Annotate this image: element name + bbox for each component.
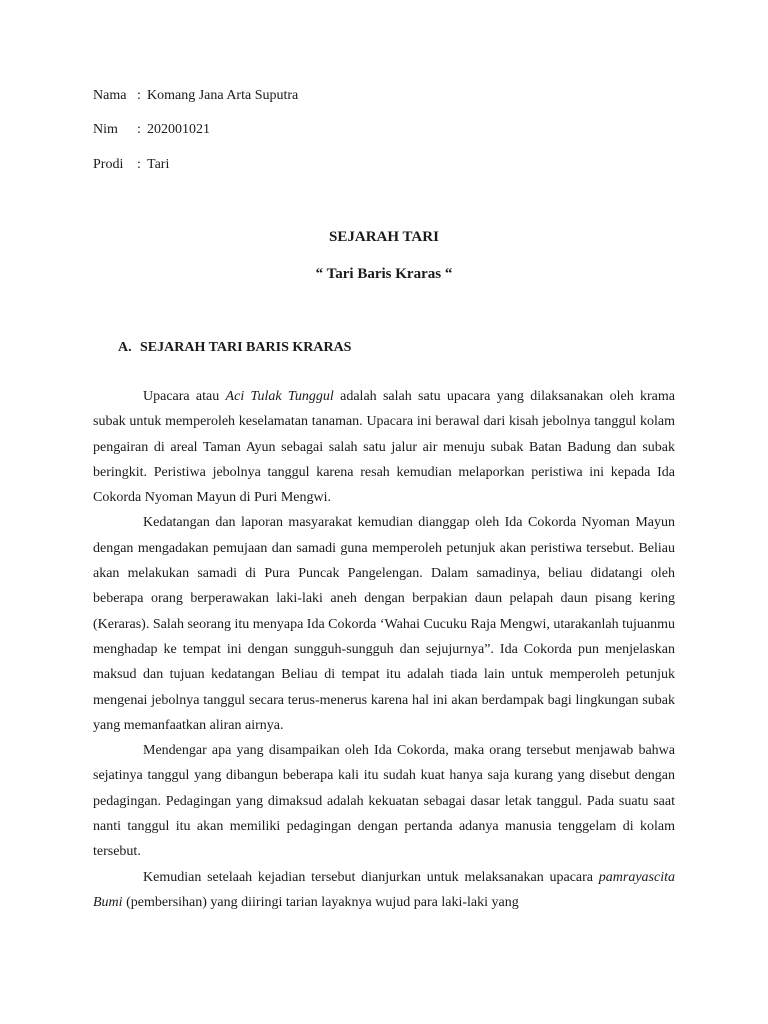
prodi-label: Prodi	[93, 157, 124, 172]
body-text	[93, 384, 675, 915]
prodi-field	[93, 155, 169, 175]
name-value: Komang Jana Arta Suputra	[147, 88, 299, 103]
paragraph-1-part-a: Upacara atau	[143, 389, 226, 404]
paragraph-4-part-a: Kemudian setelaah kejadian tersebut dianjurkan untuk melaksanakan upacara	[143, 869, 599, 885]
nim-separator: :	[137, 122, 141, 137]
prodi-value: Tari	[147, 157, 170, 172]
name-separator: :	[137, 88, 141, 103]
paragraph-1	[93, 384, 675, 510]
paragraph-1-part-c: adalah salah satu upacara yang dilaksanakan oleh krama subak untuk memperoleh keselamatan tanaman. Upacara ini berawal dari kisah jebolnya tanggul kolam pengairan di areal Taman Ayun sebagai salah satu jalur air menuju subak Batan Badung dan subak beringkit. Peristiwa jebolnya tanggul karena resah kemudian melaporkan peristiwa ini kepada Ida Cokorda Nyoman Mayun di Puri Mengwi.	[93, 389, 675, 506]
section-heading	[118, 340, 351, 356]
term-pamrayascita-bumi: pamrayascita Bumi	[93, 869, 675, 910]
prodi-separator: :	[137, 157, 141, 172]
paragraph-3: Mendengar apa yang disampaikan oleh Ida Cokorda, maka orang tersebut menjawab bahwa sejatinya tanggul yang dibangun beberapa kali itu sudah kuat hanya saja kurang yang disebut dengan pedagingan. Pedagingan yang dimaksud adalah kekuatan sebagai dasar letak tanggul. Pada suatu saat nanti tanggul itu akan memiliki pedagingan dengan pertanda adanya manusia tenggelam di kolam tersebut.	[93, 743, 675, 860]
document-title: SEJARAH TARI	[329, 229, 439, 245]
paragraph-2: Kedatangan dan laporan masyarakat kemudian dianggap oleh Ida Cokorda Nyoman Mayun dengan mengadakan pemujaan dan samadi guna memperoleh petunjuk akan peristiwa tersebut. Beliau akan melakukan samadi di Pura Puncak Pangelengan. Dalam samadinya, beliau didatangi oleh beberapa orang berperawakan laki-laki aneh dengan berpakian daun pelapah daun pisang kering (Keraras). Salah seorang itu menyapa Ida Cokorda ‘Wahai Cucuku Raja Mengwi, utarakanlah tujuanmu menghadap ke tempat ini dengan sungguh-sungguh dan sejujurnya”. Ida Cokorda pun menjelaskan maksud dan tujuan kedatangan Beliau di tempat itu adalah tiada lain untuk memperoleh petunjuk mengenai jebolnya tanggul secara terus-menerus karena hal ini akan berdampak bagi lingkungan subak yang memanfaatkan aliran airnya.	[93, 515, 676, 733]
nim-label: Nim	[93, 122, 118, 137]
paragraph-4	[93, 865, 675, 916]
name-field	[93, 86, 298, 106]
paragraph-4-part-c: (pembersihan) yang diiringi tarian layaknya wujud para laki-laki yang	[122, 894, 519, 910]
section-number: A.	[118, 340, 132, 355]
name-label: Nama	[93, 88, 127, 103]
nim-value: 202001021	[147, 122, 210, 137]
document-subtitle: “ Tari Baris Kraras “	[315, 266, 453, 282]
term-aci-tulak-tunggul: Aci Tulak Tunggul	[225, 389, 334, 404]
nim-field	[93, 120, 210, 140]
section-title: SEJARAH TARI BARIS KRARAS	[140, 340, 352, 355]
